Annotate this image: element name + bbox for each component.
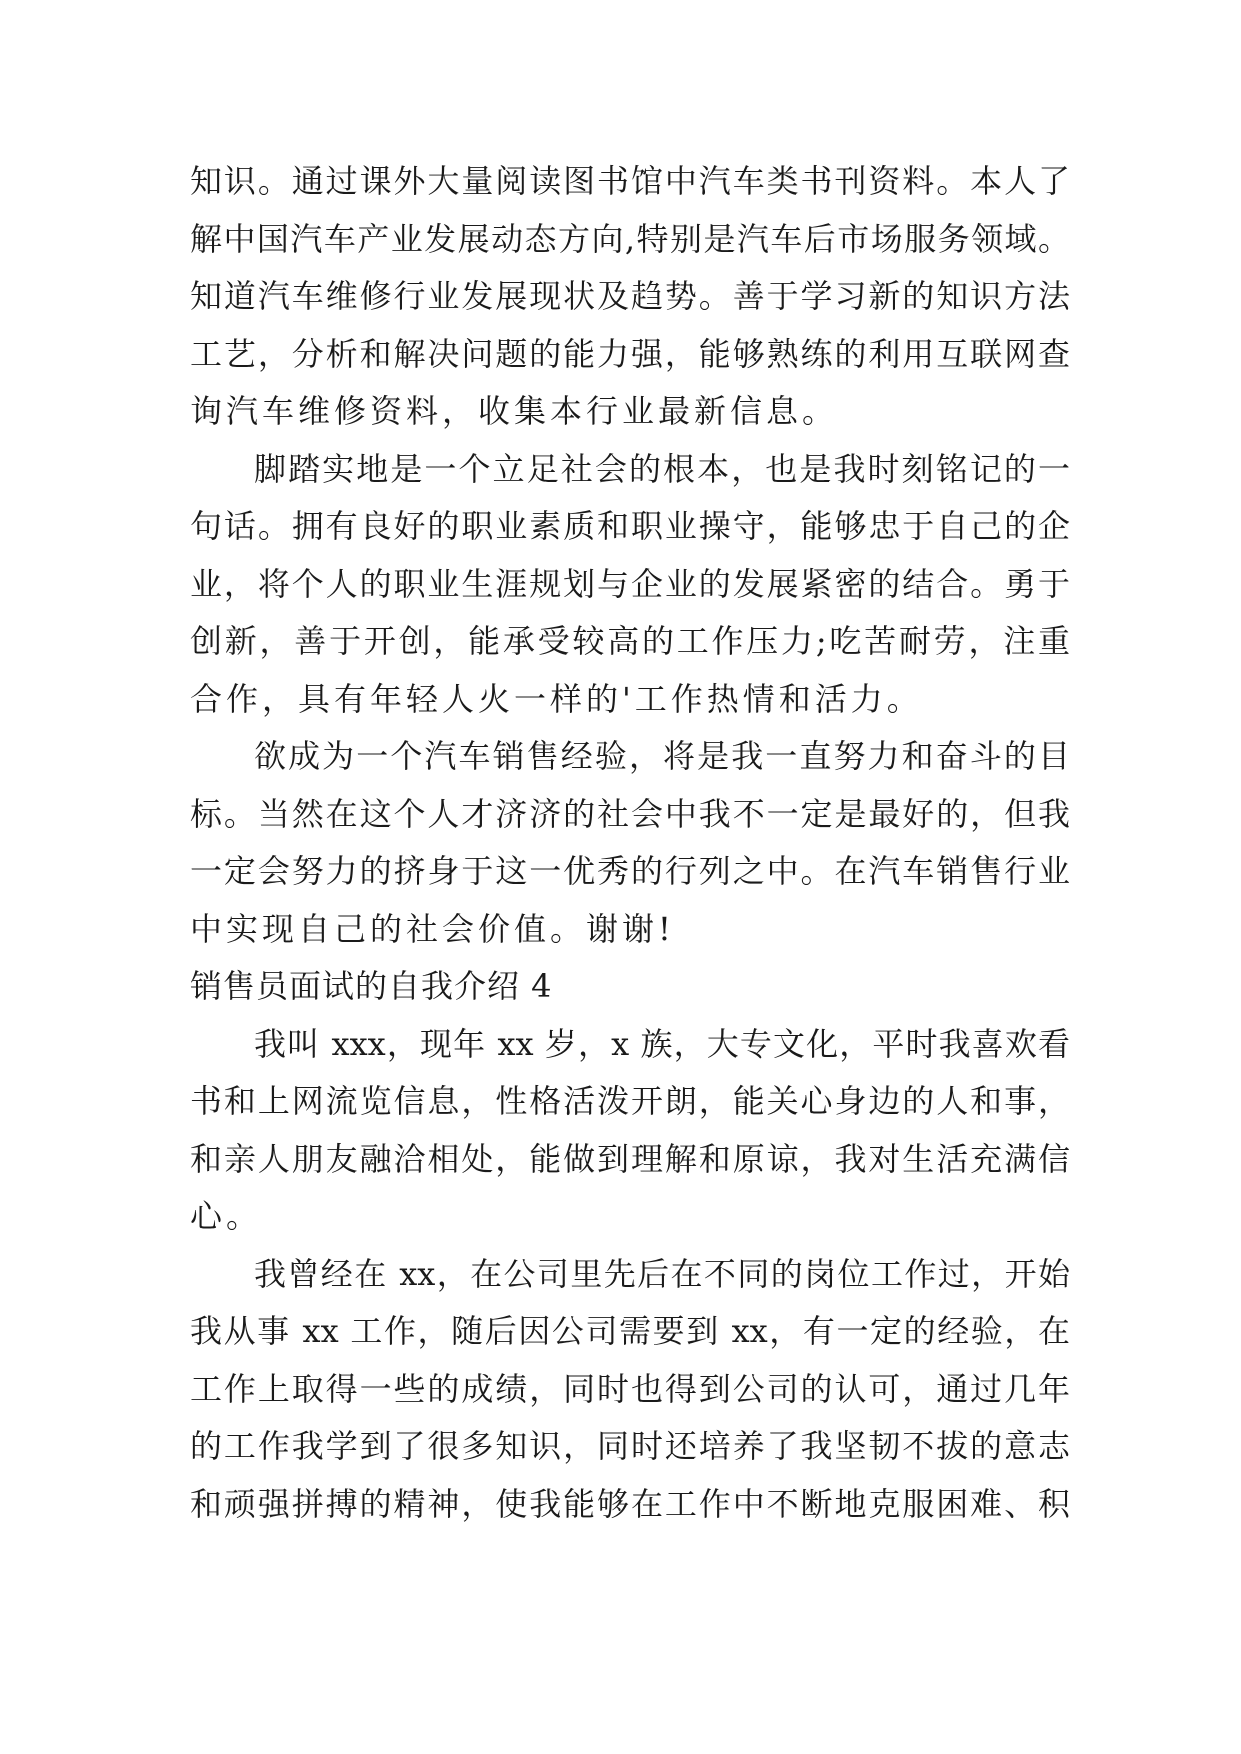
- text-line: 欲成为一个汽车销售经验，将是我一直努力和奋斗的目: [254, 737, 1070, 775]
- text-line: 和亲人朋友融洽相处，能做到理解和原谅，我对生活充满信: [190, 1139, 1070, 1178]
- text-line: 标。当然在这个人才济济的社会中我不一定是最好的，但我: [190, 794, 1070, 833]
- text-line: 中实现自己的社会价值。谢谢!: [190, 909, 675, 948]
- text-line: 句话。拥有良好的职业素质和职业操守，能够忠于自己的企: [190, 507, 1070, 545]
- text-line: 创新，善于开创，能承受较高的工作压力;吃苦耐劳，注重: [190, 622, 1070, 660]
- text-line: 和顽强拼搏的精神，使我能够在工作中不断地克服困难、积: [190, 1484, 1070, 1523]
- paragraph-4: [190, 1016, 1070, 1246]
- section-heading: 销售员面试的自我介绍 4: [190, 967, 553, 1005]
- paragraph-3: [190, 728, 1070, 958]
- text-line: 我曾经在 xx，在公司里先后在不同的岗位工作过，开始: [254, 1254, 1070, 1293]
- text-line: 脚踏实地是一个立足社会的根本，也是我时刻铭记的一: [254, 449, 1070, 488]
- text-line: 的工作我学到了很多知识，同时还培养了我坚韧不拔的意志: [190, 1427, 1070, 1465]
- text-line: 工作上取得一些的成绩，同时也得到公司的认可，通过几年: [190, 1369, 1070, 1408]
- text-line: 解中国汽车产业发展动态方向,特别是汽车后市场服务领域。: [190, 219, 1070, 258]
- paragraph-2: [190, 441, 1070, 729]
- text-line: 我从事 xx 工作，随后因公司需要到 xx，有一定的经验，在: [190, 1312, 1070, 1350]
- text-line: 工艺，分析和解决问题的能力强，能够熟练的利用互联网查: [190, 334, 1070, 373]
- text-line: 知识。通过课外大量阅读图书馆中汽车类书刊资料。本人了: [190, 162, 1070, 200]
- text-line: 一定会努力的挤身于这一优秀的行列之中。在汽车销售行业: [190, 852, 1070, 890]
- text-line: 合作，具有年轻人火一样的'工作热情和活力。: [190, 679, 923, 718]
- paragraph-1: [190, 153, 1070, 441]
- document-body: [190, 153, 1070, 1533]
- text-line: 知道汽车维修行业发展现状及趋势。善于学习新的知识方法: [190, 277, 1070, 315]
- text-line: 心。: [190, 1197, 263, 1235]
- text-line: 我叫 xxx，现年 xx 岁，x 族，大专文化，平时我喜欢看: [254, 1024, 1070, 1063]
- text-line: 询汽车维修资料，收集本行业最新信息。: [190, 392, 839, 430]
- text-line: 业，将个人的职业生涯规划与企业的发展紧密的结合。勇于: [190, 564, 1070, 603]
- paragraph-5: [190, 1246, 1070, 1534]
- text-line: 书和上网流览信息，性格活泼开朗，能关心身边的人和事，: [190, 1082, 1070, 1120]
